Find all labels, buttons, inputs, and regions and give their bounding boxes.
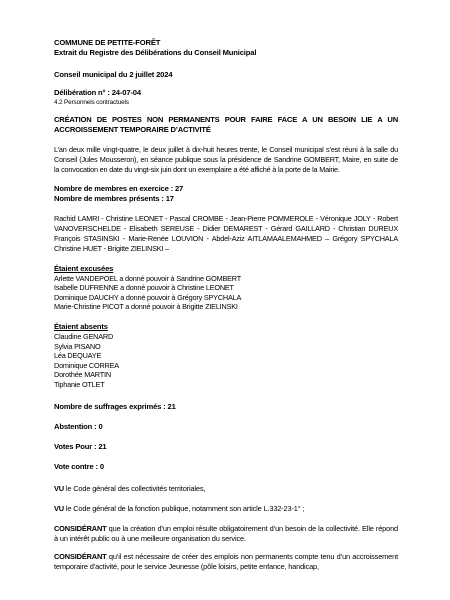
presents-list: Rachid LAMRI - Christine LEONET - Pascal CROMBE - Jean-Pierre POMMEROLE - Véronique JOLY - Robert VANOVERSCHELDE - Elisabeth SEREUSE - Didier DEMAREST - Gérard GAILLARD - Christian DUREUX François STASINSKI - Marie-Renée LOUVION - Abdel-Aziz AITLAMAALEMAHMED – Grégory SPYCHALA Christine HUET - Brigitte ZIELINSKI – [54, 214, 398, 253]
list-item: Arlette VANDEPOEL a donné pouvoir à Sandrine GOMBERT [54, 273, 241, 283]
considerant-2: CONSIDÉRANT qu’il est nécessaire de créer des emplois non permanents compte tenu d’un accroissement temporaire d’activité, pour le service Jeunesse (pôle loisirs, petite enfance, handicap, [54, 551, 398, 571]
vote-contre-count: Vote contre : 0 [54, 461, 104, 471]
membres-exercice: Nombre de membres en exercice : 27 [54, 184, 184, 194]
deliberation-document [54, 38, 398, 572]
conseil-date: Conseil municipal du 2 juillet 2024 [54, 70, 173, 79]
list-item: Léa DEQUAYE [54, 351, 102, 361]
list-item: Marie-Christine PICOT a donné pouvoir à Brigitte ZIELINSKI [54, 302, 238, 312]
deliberation-title: CRÉATION DE POSTES NON PERMANENTS POUR FAIRE FACE A UN BESOIN LIE A UN ACCROISSEMENT TEMPORAIRE D’ACTIVITÉ [54, 115, 398, 134]
absents-heading: Étaient absents [54, 321, 108, 331]
intro-paragraph: L’an deux mille vingt-quatre, le deux juillet à dix-huit heures trente, le Conseil municipal s’est réuni à la salle du Conseil (Jules Mousseron), en séance publique sous la présidence de Sandrine GOMBERT, Maire, en suite de la convocation en date du vingt-six juin dont un exemplaire a été affiché à la porte de la Mairie. [54, 145, 398, 174]
list-item: Tiphanie OTLET [54, 379, 105, 389]
deliberation-number: Délibération n° : 24-07-04 [54, 88, 141, 97]
considerant-1: CONSIDÉRANT que la création d’un emploi résulte obligatoirement d’un besoin de la collectivité. Elle répond à un intérêt public ou à une meilleure organisation du service. [54, 523, 398, 543]
list-item: Dominique CORREA [54, 360, 119, 370]
commune-name: COMMUNE DE PETITE-FORÊT [54, 38, 161, 47]
abstention-count: Abstention : 0 [54, 421, 103, 431]
vu-cgfp: VU le Code général de la fonction publique, notamment son article L.332-23-1° ; [54, 503, 305, 513]
list-item: Dominique DAUCHY a donné pouvoir à Grégory SPYCHALA [54, 292, 242, 302]
suffrages-count: Nombre de suffrages exprimés : 21 [54, 401, 176, 411]
excuses-list [54, 274, 398, 312]
registre-extract: Extrait du Registre des Délibérations du Conseil Municipal [54, 48, 257, 57]
list-item: Isabelle DUFRENNE a donné pouvoir à Christine LEONET [54, 283, 234, 293]
excuses-heading: Étaient excusées [54, 263, 114, 273]
membres-presents: Nombre de membres présents : 17 [54, 194, 174, 204]
list-item: Sylvia PISANO [54, 341, 101, 351]
absents-list [54, 332, 398, 390]
vu-cgct: VU le Code général des collectivités territoriales, [54, 483, 206, 493]
list-item: Dorothée MARTIN [54, 370, 111, 380]
deliberation-category: 4.2 Personnels contractuels [54, 99, 129, 106]
list-item: Claudine GENARD [54, 331, 114, 341]
votes-pour-count: Votes Pour : 21 [54, 441, 107, 451]
